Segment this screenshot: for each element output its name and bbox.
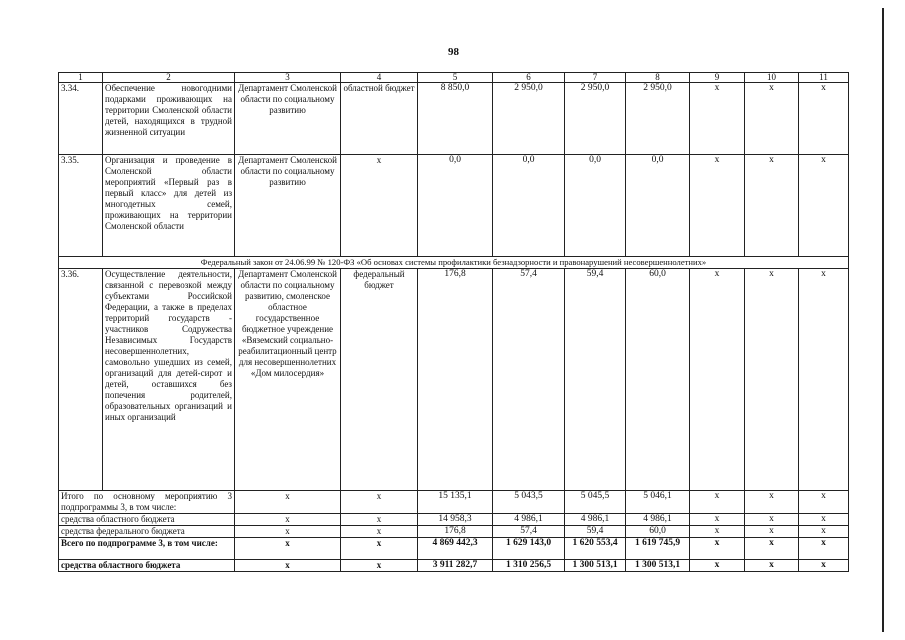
total-amount: 8 850,0 <box>418 83 493 155</box>
summary-year2: 59,4 <box>565 526 626 538</box>
summary-row <box>59 514 849 526</box>
column-number: 5 <box>418 73 493 83</box>
year1-amount: 57,4 <box>493 269 565 491</box>
row-number: 3.36. <box>59 269 103 491</box>
summary-total: 4 869 442,3 <box>418 538 493 560</box>
funding-source: областной бюджет <box>341 83 418 155</box>
summary-year3: 60,0 <box>626 526 690 538</box>
year2-amount: 0,0 <box>565 155 626 257</box>
summary-source: x <box>341 538 418 560</box>
indicator-cell: x <box>745 538 799 560</box>
page-number: 98 <box>448 46 459 58</box>
summary-total: 15 135,1 <box>418 491 493 514</box>
funding-source: федеральный бюджет <box>341 269 418 491</box>
summary-source: x <box>341 560 418 572</box>
indicator-cell: x <box>745 491 799 514</box>
page-edge-rule <box>882 8 884 632</box>
section-heading-row <box>59 257 849 269</box>
summary-year3: 1 300 513,1 <box>626 560 690 572</box>
column-number: 10 <box>745 73 799 83</box>
row-number: 3.34. <box>59 83 103 155</box>
summary-executor: x <box>235 491 341 514</box>
indicator-cell: x <box>799 83 849 155</box>
column-number: 2 <box>103 73 235 83</box>
indicator-cell: x <box>690 538 745 560</box>
summary-row <box>59 538 849 560</box>
summary-row <box>59 491 849 514</box>
summary-year2: 5 045,5 <box>565 491 626 514</box>
summary-year2: 1 620 553,4 <box>565 538 626 560</box>
indicator-cell: x <box>799 269 849 491</box>
year3-amount: 2 950,0 <box>626 83 690 155</box>
summary-row <box>59 560 849 572</box>
summary-total: 14 958,3 <box>418 514 493 526</box>
summary-total: 176,8 <box>418 526 493 538</box>
indicator-cell: x <box>745 155 799 257</box>
indicator-cell: x <box>799 526 849 538</box>
total-amount: 176,8 <box>418 269 493 491</box>
indicator-cell: x <box>799 538 849 560</box>
indicator-cell: x <box>690 491 745 514</box>
summary-year1: 1 629 143,0 <box>493 538 565 560</box>
law-title: Федеральный закон от 24.06.99 № 120-ФЗ «Об основах системы профилактики безнадзорности и правонарушений несовершеннолетних» <box>59 257 849 269</box>
indicator-cell: x <box>690 514 745 526</box>
summary-total: 3 911 282,7 <box>418 560 493 572</box>
column-number: 6 <box>493 73 565 83</box>
summary-label: средства областного бюджета <box>59 514 235 526</box>
year2-amount: 59,4 <box>565 269 626 491</box>
year1-amount: 2 950,0 <box>493 83 565 155</box>
row-number: 3.35. <box>59 155 103 257</box>
measure-name: Организация и проведение в Смоленской области мероприятий «Первый раз в первый класс» для детей из многодетных семей, проживающих на территории Смоленской области <box>103 155 235 257</box>
summary-year1: 5 043,5 <box>493 491 565 514</box>
summary-year3: 5 046,1 <box>626 491 690 514</box>
summary-year2: 4 986,1 <box>565 514 626 526</box>
executor: Департамент Смоленской области по социальному развитию <box>235 155 341 257</box>
summary-label: средства федерального бюджета <box>59 526 235 538</box>
column-number: 9 <box>690 73 745 83</box>
indicator-cell: x <box>799 491 849 514</box>
summary-executor: x <box>235 526 341 538</box>
table-row <box>59 155 849 257</box>
indicator-cell: x <box>799 560 849 572</box>
summary-executor: x <box>235 560 341 572</box>
budget-table <box>58 72 849 572</box>
summary-year3: 1 619 745,9 <box>626 538 690 560</box>
summary-year1: 4 986,1 <box>493 514 565 526</box>
indicator-cell: x <box>745 269 799 491</box>
indicator-cell: x <box>745 526 799 538</box>
indicator-cell: x <box>690 155 745 257</box>
column-number: 3 <box>235 73 341 83</box>
summary-source: x <box>341 491 418 514</box>
year3-amount: 60,0 <box>626 269 690 491</box>
total-amount: 0,0 <box>418 155 493 257</box>
indicator-cell: x <box>745 560 799 572</box>
column-number: 1 <box>59 73 103 83</box>
column-number: 11 <box>799 73 849 83</box>
indicator-cell: x <box>745 83 799 155</box>
funding-source: x <box>341 155 418 257</box>
summary-source: x <box>341 514 418 526</box>
executor: Департамент Смоленской области по социальному развитию <box>235 83 341 155</box>
year3-amount: 0,0 <box>626 155 690 257</box>
indicator-cell: x <box>745 514 799 526</box>
indicator-cell: x <box>690 269 745 491</box>
column-number-row <box>59 73 849 83</box>
summary-row <box>59 526 849 538</box>
summary-executor: x <box>235 538 341 560</box>
table-row <box>59 83 849 155</box>
table-row <box>59 269 849 491</box>
column-number: 8 <box>626 73 690 83</box>
summary-label: средства областного бюджета <box>59 560 235 572</box>
measure-name: Обеспечение новогодними подарками проживающих на территории Смоленской области детей, находящихся в трудной жизненной ситуации <box>103 83 235 155</box>
summary-executor: x <box>235 514 341 526</box>
year2-amount: 2 950,0 <box>565 83 626 155</box>
summary-label: Итого по основному мероприятию 3 подпрограммы 3, в том числе: <box>59 491 235 514</box>
summary-label: Всего по подпрограмме 3, в том числе: <box>59 538 235 560</box>
column-number: 7 <box>565 73 626 83</box>
indicator-cell: x <box>799 514 849 526</box>
summary-year3: 4 986,1 <box>626 514 690 526</box>
column-number: 4 <box>341 73 418 83</box>
summary-year1: 1 310 256,5 <box>493 560 565 572</box>
executor: Департамент Смоленской области по социальному развитию, смоленское областное государственное бюджетное учреждение «Вяземский социально-реабилитационный центр для несовершеннолетних «Дом милосердия» <box>235 269 341 491</box>
indicator-cell: x <box>690 526 745 538</box>
indicator-cell: x <box>690 560 745 572</box>
summary-source: x <box>341 526 418 538</box>
year1-amount: 0,0 <box>493 155 565 257</box>
measure-name: Осуществление деятельности, связанной с перевозкой между субъектами Российской Федерации, а также в пределах территорий государств - участников Содружества Независимых Государств несовершеннолетних, самовольно ушедших из семей, организаций для детей-сирот и детей, оставшихся без попечения родителей, образовательных организаций и иных организаций <box>103 269 235 491</box>
indicator-cell: x <box>799 155 849 257</box>
indicator-cell: x <box>690 83 745 155</box>
summary-year2: 1 300 513,1 <box>565 560 626 572</box>
summary-year1: 57,4 <box>493 526 565 538</box>
